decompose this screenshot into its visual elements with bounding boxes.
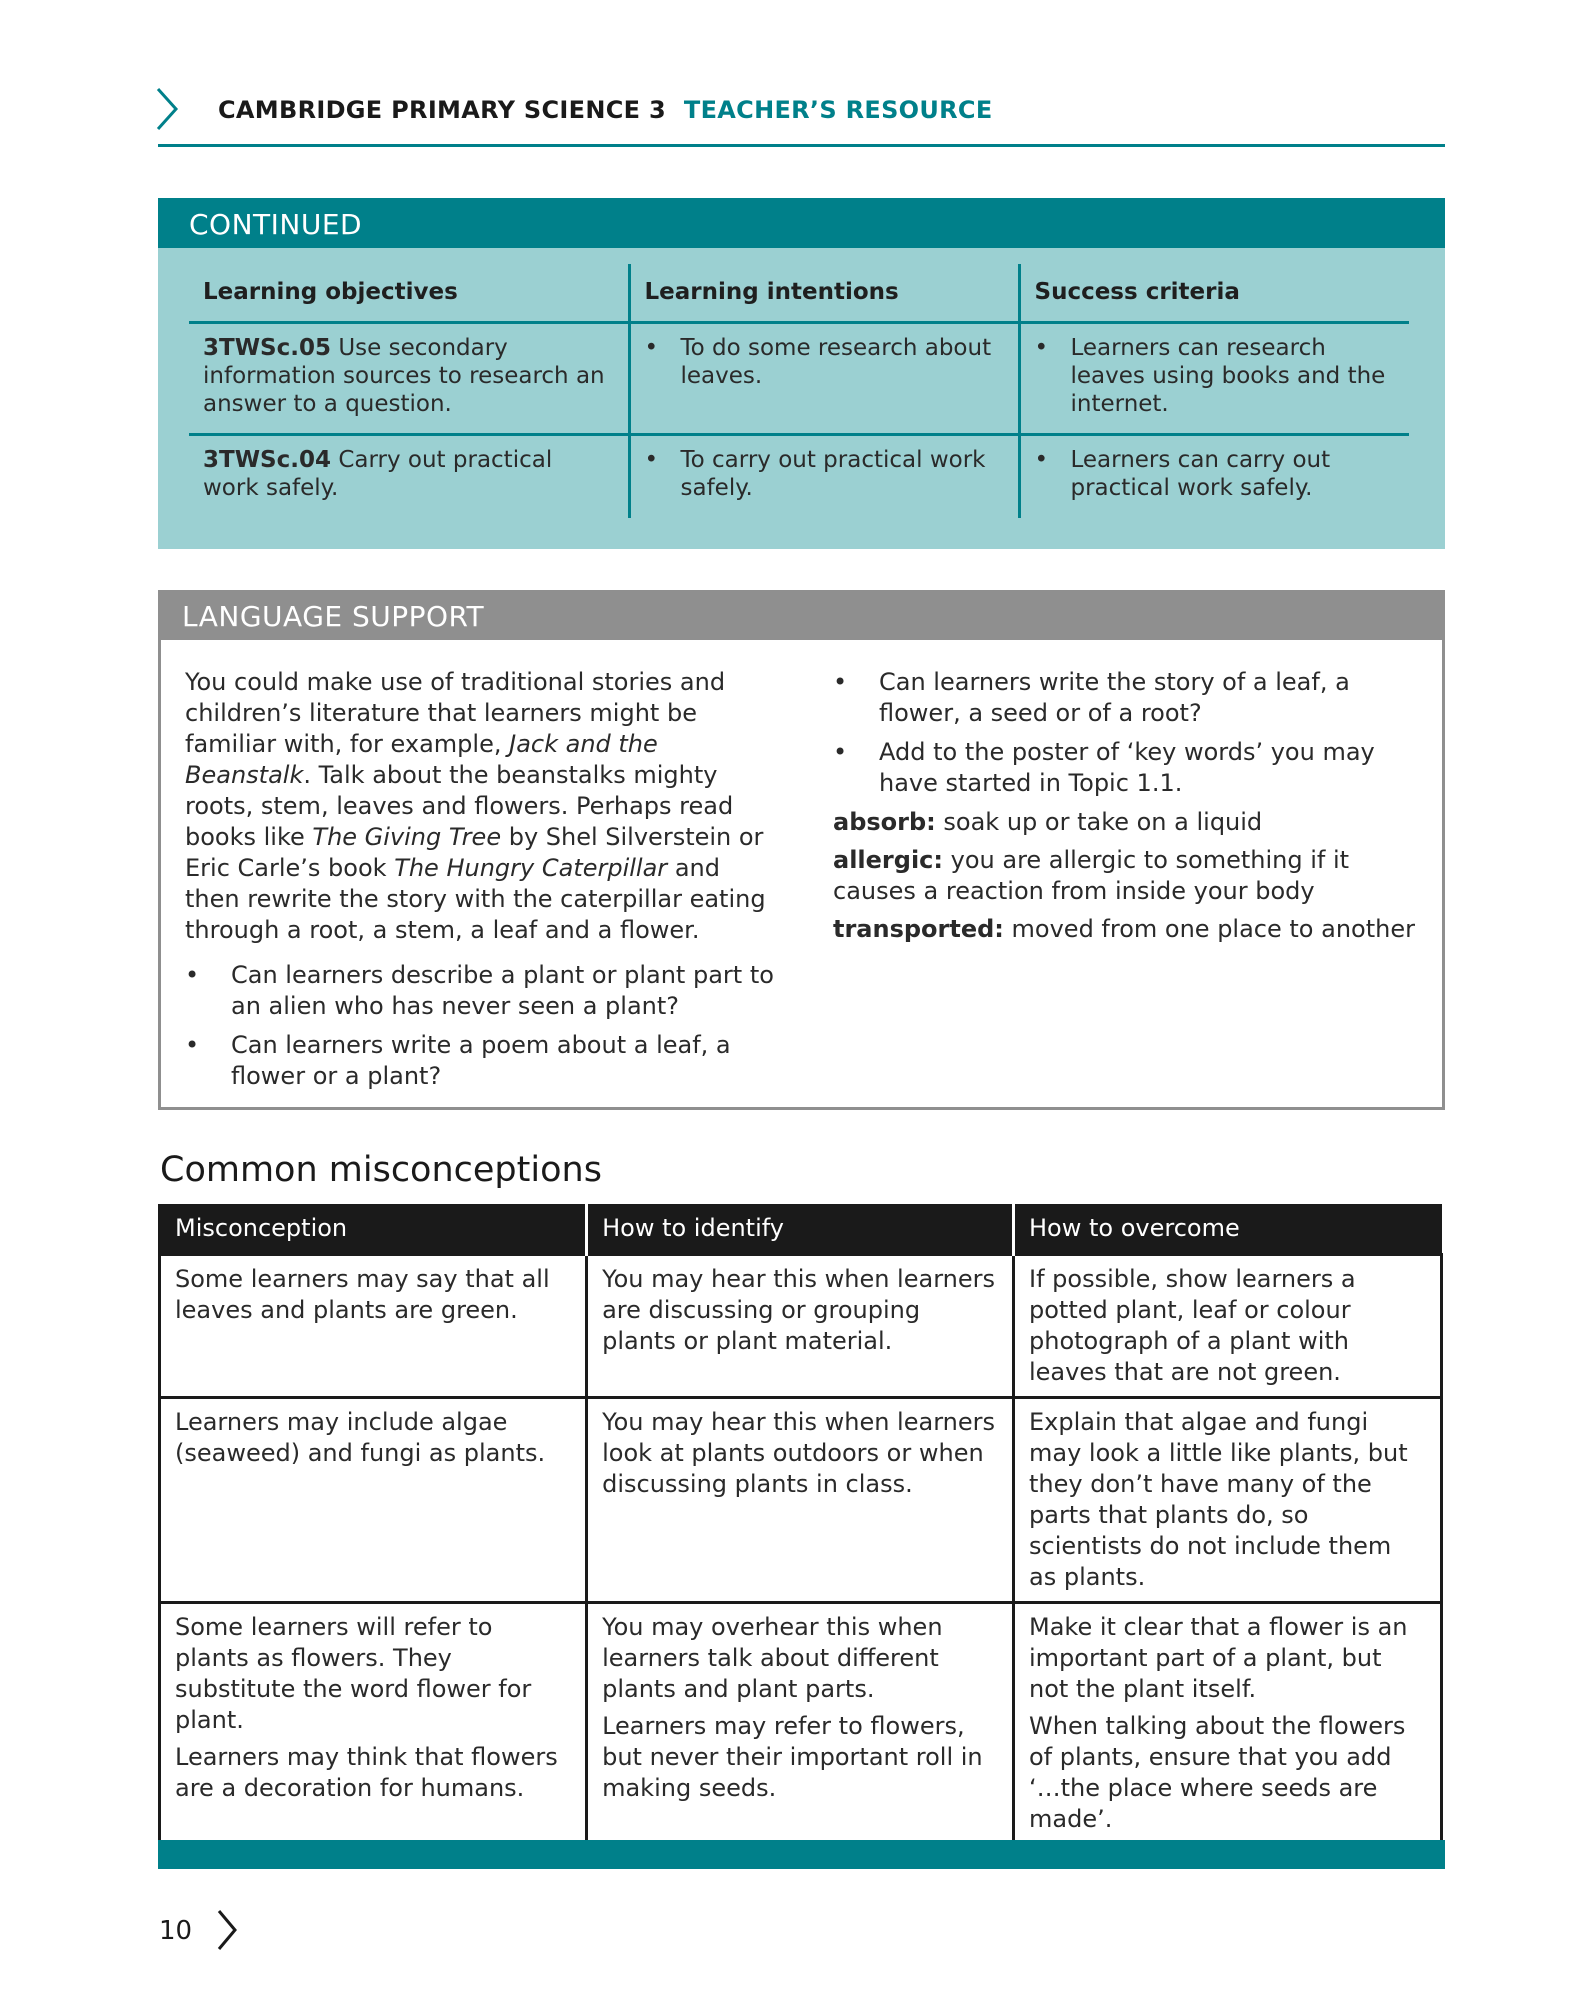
table-row bbox=[160, 1254, 1442, 1397]
cell-text: You may hear this when learners look at plants outdoors or when discussing plants in class. bbox=[602, 1407, 995, 1498]
bullet-text: Can learners describe a plant or plant part to an alien who has never seen a plant? bbox=[231, 961, 774, 1020]
misconception-cell bbox=[160, 1254, 587, 1397]
bullet-icon: • bbox=[644, 334, 659, 361]
chevron-right-icon bbox=[154, 86, 180, 132]
cell-text: You may hear this when learners are discussing or grouping plants or plant material. bbox=[602, 1264, 995, 1355]
overcome-cell bbox=[1014, 1602, 1442, 1844]
table-row bbox=[189, 434, 1409, 518]
overcome-cell bbox=[1014, 1254, 1442, 1397]
intro-text: You could make use of traditional stories and children’s literature that learners might be familiar with, for example, bbox=[185, 668, 726, 758]
column-header: Misconception bbox=[160, 1204, 587, 1254]
bullet-icon: • bbox=[833, 668, 848, 696]
footer-bar bbox=[158, 1840, 1445, 1869]
book-title: Jack and the Beanstalk bbox=[185, 730, 658, 789]
objective-code: 3TWSc.05 bbox=[203, 334, 332, 361]
bullet-icon: • bbox=[185, 1031, 200, 1059]
running-header bbox=[218, 96, 993, 124]
bullet-icon: • bbox=[185, 961, 200, 989]
cell-text: If possible, show learners a potted plant, leaf or colour photograph of a plant with leaves that are not green. bbox=[1029, 1264, 1356, 1386]
bullet-text: Add to the poster of ‘key words’ you may have started in Topic 1.1. bbox=[879, 738, 1375, 797]
bullet-text: Can learners write the story of a leaf, a flower, a seed or of a root? bbox=[879, 668, 1350, 727]
series-title: CAMBRIDGE PRIMARY SCIENCE 3 bbox=[218, 96, 666, 124]
column-header: Success criteria bbox=[1019, 264, 1409, 322]
continued-label: CONTINUED bbox=[158, 198, 1445, 248]
header-rule bbox=[158, 144, 1445, 147]
objective-code: 3TWSc.04 bbox=[203, 446, 332, 473]
bullet-icon: • bbox=[1034, 446, 1049, 473]
bullet-text: Can learners write a poem about a leaf, a flower or a plant? bbox=[231, 1031, 731, 1090]
intro-text: . Talk about the beanstalks mighty roots, stem, leaves and flowers. Perhaps read books like bbox=[185, 761, 734, 851]
column-header: How to overcome bbox=[1014, 1204, 1442, 1254]
glossary-definition: moved from one place to another bbox=[1003, 915, 1415, 943]
bullet-icon: • bbox=[644, 446, 659, 473]
glossary-definition: you are allergic to something if it causes a reaction from inside your body bbox=[833, 846, 1350, 905]
table-row bbox=[189, 322, 1409, 434]
glossary-term: transported: bbox=[833, 915, 1004, 943]
cell-text: Learners may think that flowers are a decoration for humans. bbox=[175, 1742, 558, 1802]
overcome-cell bbox=[1014, 1397, 1442, 1602]
language-support-box bbox=[158, 590, 1445, 1110]
cell-text: Explain that algae and fungi may look a little like plants, but they don’t have many of the parts that plants do, so scientists do not include them as plants. bbox=[1029, 1407, 1408, 1591]
objective-text: Carry out practical work safely. bbox=[203, 446, 553, 501]
bullet-icon: • bbox=[833, 738, 848, 766]
chevron-right-icon bbox=[216, 1908, 238, 1952]
cell-text: Some learners may say that all leaves and plants are green. bbox=[175, 1264, 550, 1324]
misconception-cell bbox=[160, 1602, 587, 1844]
cell-text: Learners may include algae (seaweed) and fungi as plants. bbox=[175, 1407, 546, 1467]
book-title: The Hungry Caterpillar bbox=[394, 854, 668, 882]
column-header: Learning intentions bbox=[629, 264, 1019, 322]
cell-text: Make it clear that a flower is an important part of a plant, but not the plant itself. bbox=[1029, 1612, 1408, 1703]
cell-text: You may overhear this when learners talk about different plants and plant parts. bbox=[602, 1612, 943, 1703]
misconceptions-table bbox=[158, 1204, 1443, 1846]
intro-paragraph bbox=[185, 667, 775, 946]
table-row bbox=[160, 1397, 1442, 1602]
identify-cell bbox=[587, 1254, 1014, 1397]
criteria-cell bbox=[1019, 322, 1409, 434]
objective-cell bbox=[189, 434, 629, 518]
intention-cell bbox=[629, 322, 1019, 434]
list-item bbox=[185, 960, 775, 1022]
list-item bbox=[833, 737, 1433, 799]
book-title: The Giving Tree bbox=[312, 823, 502, 851]
glossary-entry bbox=[833, 807, 1433, 838]
glossary-term: absorb: bbox=[833, 808, 936, 836]
intention-text: To carry out practical work safely. bbox=[680, 446, 986, 501]
table-row bbox=[160, 1602, 1442, 1844]
glossary-entry bbox=[833, 845, 1433, 907]
language-support-label: LANGUAGE SUPPORT bbox=[158, 590, 1445, 640]
language-support-left-column bbox=[185, 667, 775, 1100]
bullet-icon: • bbox=[1034, 334, 1049, 361]
criteria-text: Learners can research leaves using books and the internet. bbox=[1070, 334, 1386, 417]
objectives-table bbox=[189, 264, 1409, 518]
column-header: How to identify bbox=[587, 1204, 1014, 1254]
objective-cell bbox=[189, 322, 629, 434]
cell-text: Learners may refer to flowers, but never their important roll in making seeds. bbox=[602, 1711, 983, 1802]
identify-cell bbox=[587, 1602, 1014, 1844]
section-heading: Common misconceptions bbox=[160, 1150, 602, 1190]
criteria-text: Learners can carry out practical work safely. bbox=[1070, 446, 1331, 501]
objective-text: Use secondary information sources to research an answer to a question. bbox=[203, 334, 605, 417]
language-support-right-column bbox=[833, 667, 1433, 952]
glossary-definition: soak up or take on a liquid bbox=[935, 808, 1263, 836]
list-item bbox=[833, 667, 1433, 729]
intention-text: To do some research about leaves. bbox=[680, 334, 992, 389]
cell-text: When talking about the flowers of plants, ensure that you add ‘…the place where seeds are made’. bbox=[1029, 1711, 1406, 1833]
list-item bbox=[185, 1030, 775, 1092]
resource-title: TEACHER’S RESOURCE bbox=[683, 96, 993, 124]
continued-box bbox=[158, 198, 1445, 549]
identify-cell bbox=[587, 1397, 1014, 1602]
cell-text: Some learners will refer to plants as flowers. They substitute the word flower for plant. bbox=[175, 1612, 532, 1734]
glossary-entry bbox=[833, 914, 1433, 945]
intro-text: by Shel Silverstein or Eric Carle’s book bbox=[185, 823, 764, 882]
misconception-cell bbox=[160, 1397, 587, 1602]
page-number: 10 bbox=[159, 1916, 193, 1946]
column-header: Learning objectives bbox=[189, 264, 629, 322]
glossary-term: allergic: bbox=[833, 846, 943, 874]
intro-text: and then rewrite the story with the caterpillar eating through a root, a stem, a leaf and a flower. bbox=[185, 854, 766, 944]
intention-cell bbox=[629, 434, 1019, 518]
criteria-cell bbox=[1019, 434, 1409, 518]
